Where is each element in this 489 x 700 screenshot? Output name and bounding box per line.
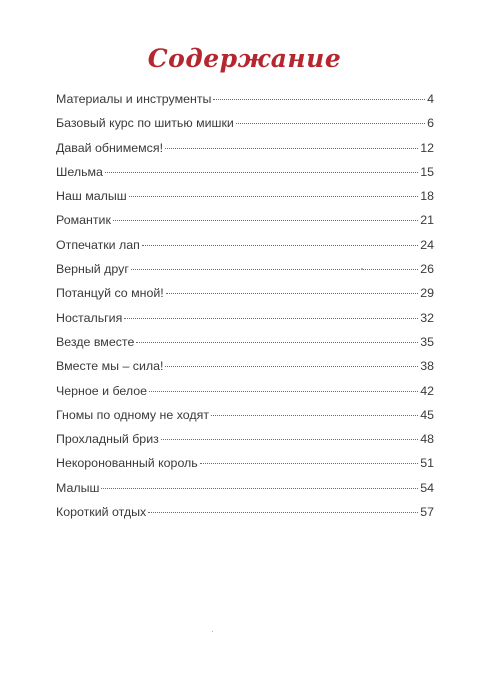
toc-entry-title: Везде вместе xyxy=(56,334,135,349)
dot-leader xyxy=(142,245,418,246)
toc-entry-page-number: 21 xyxy=(420,213,434,228)
toc-entry xyxy=(56,503,434,527)
toc-entry xyxy=(56,211,434,235)
toc-entry-page-number: 38 xyxy=(420,359,434,374)
toc-entry xyxy=(56,406,434,430)
toc-entry-title: Гномы по одному не ходят xyxy=(56,407,210,422)
toc-entry-title: Романтик xyxy=(56,213,111,228)
toc-entry xyxy=(56,236,434,260)
toc-entry-page-number: 35 xyxy=(420,334,434,349)
toc-entry-title: Базовый курс по шитью мишки xyxy=(56,116,234,131)
toc-entry xyxy=(56,333,434,357)
dot-leader xyxy=(113,220,418,221)
toc-entry-title: Потанцуй со мной! xyxy=(56,286,164,301)
toc-entry-page-number: 32 xyxy=(420,310,434,325)
dot-leader xyxy=(165,148,418,149)
dot-leader xyxy=(129,196,418,197)
dot-leader xyxy=(149,391,418,392)
toc-entry-title: Материалы и инструменты xyxy=(56,92,212,106)
toc-entry-title: Вместе мы – сила! xyxy=(56,359,164,374)
toc-entry xyxy=(56,454,434,478)
toc-entry-title: Наш малыш xyxy=(56,189,127,204)
toc-entry-page-number: 29 xyxy=(420,286,434,301)
toc-entry-title: Малыш xyxy=(56,480,100,495)
toc-entry-title: Прохладный бриз xyxy=(56,432,159,447)
dot-leader xyxy=(105,172,418,173)
toc-entry-page-number: 45 xyxy=(420,407,434,422)
toc-entry xyxy=(56,187,434,211)
toc-entry-page-number: 54 xyxy=(420,480,434,495)
dot-leader xyxy=(148,512,418,513)
toc-entry-page-number: 12 xyxy=(420,140,434,155)
toc-entry-page-number: 6 xyxy=(427,116,434,131)
toc-entry-page-number: 15 xyxy=(420,164,434,179)
toc-entry xyxy=(56,382,434,406)
print-speck xyxy=(212,631,213,632)
toc-entry-page-number: 48 xyxy=(420,432,434,447)
toc-entry xyxy=(56,260,434,284)
toc-entry xyxy=(56,163,434,187)
toc-entry-title: Короткий отдых xyxy=(56,505,147,520)
page-title: Содержание xyxy=(147,44,342,73)
dot-leader xyxy=(131,269,418,270)
dot-leader xyxy=(101,488,418,489)
dot-leader xyxy=(213,99,425,100)
toc-entry xyxy=(56,430,434,454)
dot-leader xyxy=(200,463,418,464)
toc-entry xyxy=(56,479,434,503)
toc-entry-page-number: 42 xyxy=(420,383,434,398)
print-speck xyxy=(361,268,363,270)
toc-entry-title: Шельма xyxy=(56,164,103,179)
toc-entry-title: Отпечатки лап xyxy=(56,237,140,252)
dot-leader xyxy=(165,366,418,367)
toc-entry-title: Ностальгия xyxy=(56,310,123,325)
toc-entry-page-number: 51 xyxy=(420,456,434,471)
toc-entry xyxy=(56,139,434,163)
toc-entry-title: Некоронованный король xyxy=(56,456,198,471)
dot-leader xyxy=(136,342,418,343)
toc-entry-page-number: 4 xyxy=(427,92,434,106)
toc-entry-title: Верный друг xyxy=(56,262,129,277)
table-of-contents xyxy=(56,90,434,527)
dot-leader xyxy=(236,123,425,124)
toc-entry-page-number: 57 xyxy=(420,505,434,520)
toc-entry xyxy=(56,90,434,114)
dot-leader xyxy=(211,415,418,416)
toc-entry xyxy=(56,357,434,381)
toc-entry-title: Черное и белое xyxy=(56,383,148,398)
toc-entry xyxy=(56,309,434,333)
toc-entry-page-number: 24 xyxy=(420,237,434,252)
dot-leader xyxy=(166,293,418,294)
toc-entry-title: Давай обнимемся! xyxy=(56,140,164,155)
toc-entry xyxy=(56,284,434,308)
toc-entry xyxy=(56,114,434,138)
dot-leader xyxy=(161,439,418,440)
toc-entry-page-number: 26 xyxy=(420,262,434,277)
toc-entry-page-number: 18 xyxy=(420,189,434,204)
dot-leader xyxy=(124,318,418,319)
